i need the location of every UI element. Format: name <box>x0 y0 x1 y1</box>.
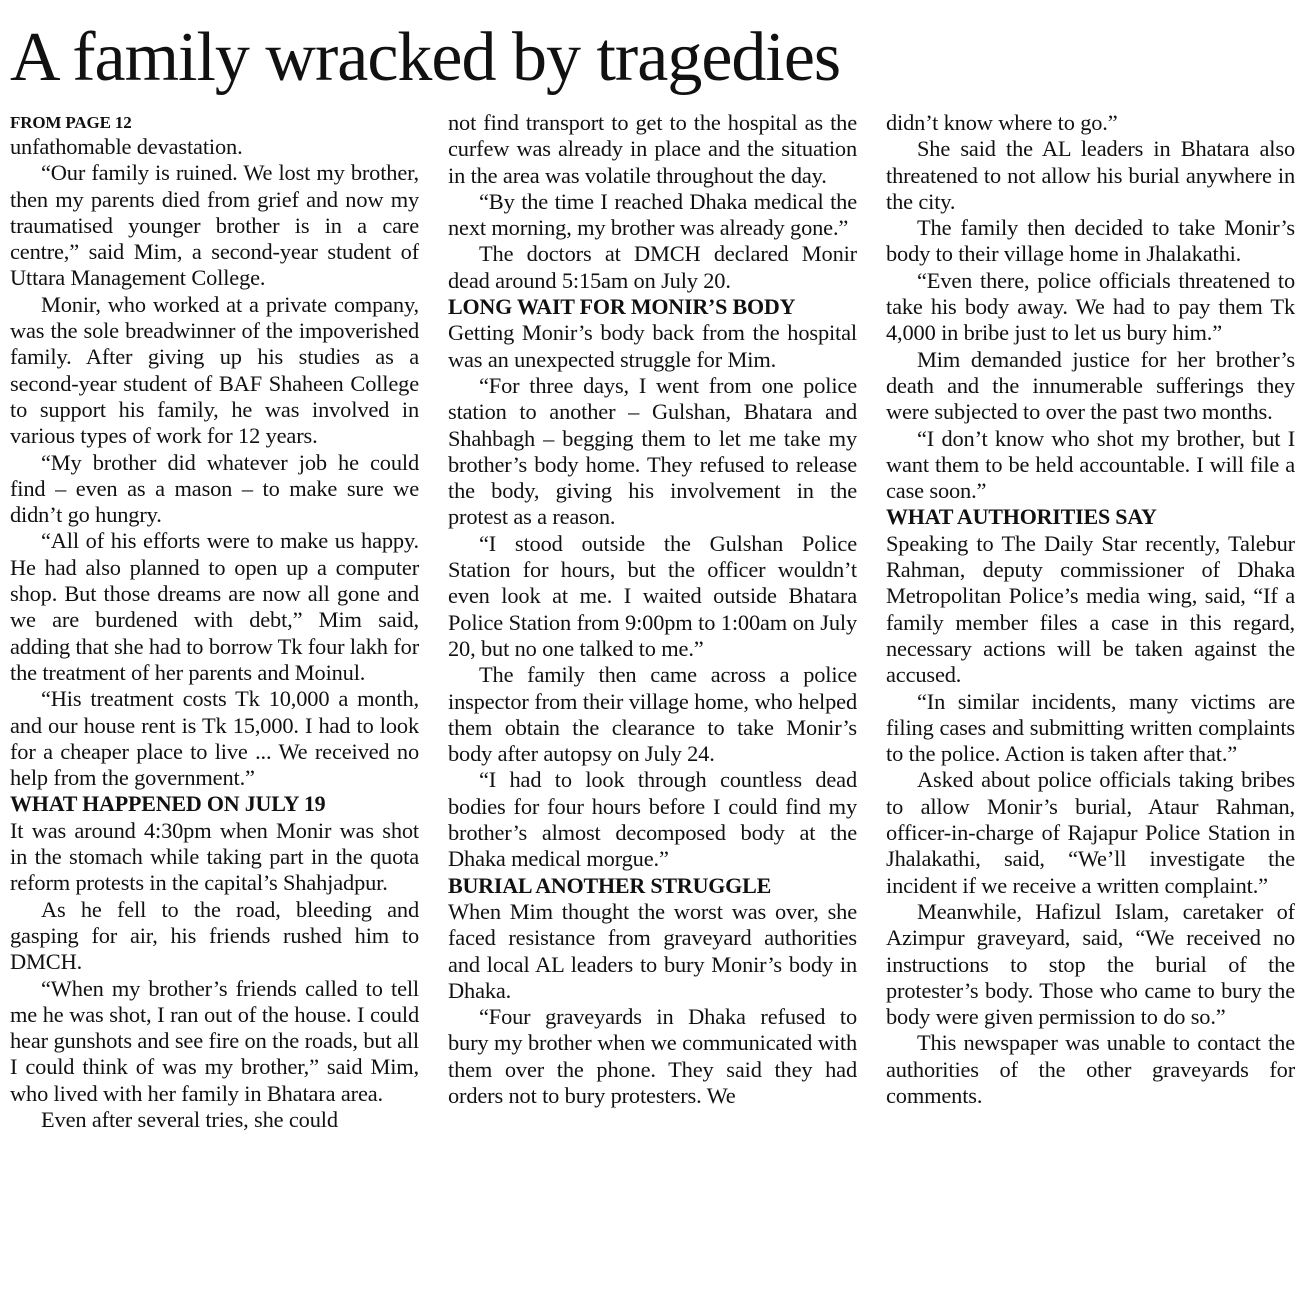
section-subhead: WHAT HAPPENED ON JULY 19 <box>10 791 326 817</box>
article-paragraph: Monir, who worked at a private company, was the sole breadwinner of the impoverished family. After giving up his studies as a second-year student of BAF Shaheen College to support his family, he was involved in various types of work for 12 years. <box>10 291 419 449</box>
article-paragraph: The family then decided to take Monir’s body to their village home in Jhalakathi. <box>886 215 1295 267</box>
article-paragraph: “His treatment costs Tk 10,000 a month, and our house rent is Tk 15,000. I had to look for a cheaper place to live ... We received no help from the government.” <box>10 686 419 791</box>
article-paragraph: The doctors at DMCH declared Monir dead around 5:15am on July 20. <box>448 241 857 293</box>
article-paragraph: Asked about police officials taking bribes to allow Monir’s burial, Ataur Rahman, officer-in-charge of Rajapur Police Station in Jhalakathi, said, “We’ll investigate the incident if we receive a written complaint.” <box>886 767 1295 898</box>
article-column-2 <box>448 110 857 1305</box>
article-paragraph: Meanwhile, Hafizul Islam, caretaker of Azimpur graveyard, said, “We received no instructions to stop the burial of the protester’s body. Those who came to bury the body were given permission to do so.” <box>886 898 1295 1030</box>
article-paragraph: “Our family is ruined. We lost my brother, then my parents died from grief and now my traumatised younger brother is in a care centre,” said Mim, a second-year student of Uttara Management College. <box>10 160 419 291</box>
article-paragraph: didn’t know where to go.” <box>886 110 1118 135</box>
section-subhead: WHAT AUTHORITIES SAY <box>886 504 1157 530</box>
article-paragraph: “In similar incidents, many victims are filing cases and submitting written complaints to the police. Action is taken after that.” <box>886 688 1295 767</box>
article-paragraph: “I stood outside the Gulshan Police Station for hours, but the officer wouldn’t even look at me. I waited outside Bhatara Police Station from 9:00pm to 1:00am on July 20, but no one talked to me.” <box>448 530 857 661</box>
article-paragraph: Getting Monir’s body back from the hospital was an unexpected struggle for Mim. <box>448 320 857 372</box>
article-paragraph: “Even there, police officials threatened to take his body away. We had to pay them Tk 4,000 in bribe just to let us bury him.” <box>886 267 1295 346</box>
article-paragraph: “All of his efforts were to make us happy. He had also planned to open up a computer shop. But those dreams are now all gone and we are burdened with debt,” Mim said, adding that she had to borrow Tk four lakh for the treatment of her parents and Moinul. <box>10 528 419 685</box>
article-paragraph: “My brother did whatever job he could find – even as a mason – to make sure we didn’t go hungry. <box>10 449 419 528</box>
article-paragraph: It was around 4:30pm when Monir was shot in the stomach while taking part in the quota reform protests in the capital’s Shahjadpur. <box>10 817 419 896</box>
article-paragraph: not find transport to get to the hospital as the curfew was already in place and the situation in the area was volatile throughout the day. <box>448 110 857 188</box>
section-subhead: LONG WAIT FOR MONIR’S BODY <box>448 294 796 320</box>
article-paragraph: “I had to look through countless dead bodies for four hours before I could find my brother’s almost decomposed body at the Dhaka medical morgue.” <box>448 767 857 872</box>
article-column-3 <box>886 110 1295 1305</box>
article-paragraph: unfathomable devastation. <box>10 134 243 159</box>
article-paragraph: This newspaper was unable to contact the authorities of the other graveyards for comments. <box>886 1030 1295 1108</box>
article-paragraph: “When my brother’s friends called to tell me he was shot, I ran out of the house. I could hear gunshots and see fire on the roads, but all I could think of was my brother,” said Mim, who lived with her family in Bhatara area. <box>10 975 419 1106</box>
article-paragraph: Even after several tries, she could <box>41 1106 338 1132</box>
section-subhead: BURIAL ANOTHER STRUGGLE <box>448 872 772 898</box>
article-paragraph: When Mim thought the worst was over, she faced resistance from graveyard authorities and local AL leaders to bury Monir’s body in Dhaka. <box>448 898 857 1003</box>
article-paragraph: “I don’t know who shot my brother, but I want them to be held accountable. I will file a case soon.” <box>886 425 1295 504</box>
article-paragraph: Mim demanded justice for her brother’s death and the innumerable sufferings they were subjected to over the past two months. <box>886 346 1295 425</box>
article-paragraph: “By the time I reached Dhaka medical the next morning, my brother was already gone.” <box>448 188 857 241</box>
article-paragraph: Speaking to The Daily Star recently, Talebur Rahman, deputy commissioner of Dhaka Metropolitan Police’s media wing, said, “If a family member files a case in this regard, necessary actions will be taken against the accused. <box>886 530 1295 688</box>
article-paragraph: She said the AL leaders in Bhatara also threatened to not allow his burial anywhere in the city. <box>886 136 1295 214</box>
headline: A family wracked by tragedies <box>10 19 841 96</box>
article-paragraph: The family then came across a police inspector from their village home, who helped them obtain the clearance to take Monir’s body after autopsy on July 24. <box>448 662 857 767</box>
article-paragraph: “For three days, I went from one police station to another – Gulshan, Bhatara and Shahbagh – begging them to let me take my brother’s body home. They refused to release the body, giving his involvement in the protest as a reason. <box>448 372 857 530</box>
article-paragraph: “Four graveyards in Dhaka refused to bury my brother when we communicated with them over the phone. They said they had orders not to bury protesters. We <box>448 1004 857 1108</box>
article-paragraph: As he fell to the road, bleeding and gasping for air, his friends rushed him to DMCH. <box>10 896 419 975</box>
article-column-1 <box>10 110 419 1305</box>
kicker-from-page: FROM PAGE 12 <box>10 113 132 132</box>
